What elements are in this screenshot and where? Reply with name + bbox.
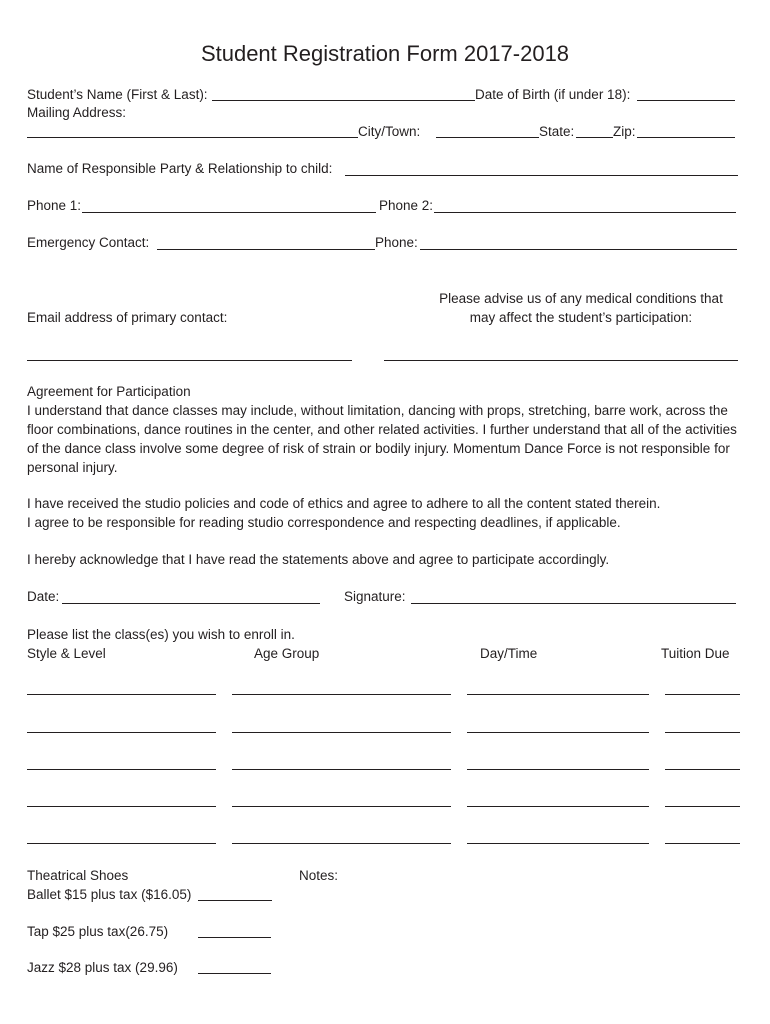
class-age-field[interactable] (232, 843, 451, 844)
ballet-shoes-label: Ballet $15 plus tax ($16.05) (27, 887, 192, 902)
dob-label: Date of Birth (if under 18): (475, 87, 631, 102)
zip-field[interactable] (637, 137, 735, 138)
emergency-phone-field[interactable] (420, 249, 737, 250)
emergency-phone-label: Phone: (375, 235, 418, 250)
tap-shoes-label: Tap $25 plus tax(26.75) (27, 924, 169, 939)
medical-conditions-line1: Please advise us of any medical conditions that (439, 291, 723, 306)
phone2-label: Phone 2: (379, 198, 434, 213)
responsible-party-field[interactable] (345, 175, 738, 176)
signature-field[interactable] (411, 603, 736, 604)
date-field[interactable] (62, 603, 320, 604)
policies-line-2: I agree to be responsible for reading studio correspondence and respecting deadlines, if applicable. (27, 515, 621, 530)
class-style-field[interactable] (27, 843, 216, 844)
acknowledge-paragraph (27, 550, 747, 569)
jazz-shoes-field[interactable] (198, 973, 271, 974)
classes-intro: Please list the class(es) you wish to enroll in. (27, 627, 295, 642)
form-title: Student Registration Form 2017-2018 (200, 41, 570, 66)
email-field[interactable] (27, 360, 352, 361)
medical-conditions-field[interactable] (384, 360, 738, 361)
agreement-section (27, 382, 747, 477)
class-daytime-field[interactable] (467, 769, 649, 770)
phone1-field[interactable] (82, 212, 376, 213)
ballet-shoes-field[interactable] (198, 900, 272, 901)
class-tuition-field[interactable] (665, 732, 740, 733)
class-style-field[interactable] (27, 769, 216, 770)
date-label: Date: (27, 589, 60, 604)
tap-shoes-field[interactable] (198, 937, 271, 938)
phone1-label: Phone 1: (27, 198, 82, 213)
col-age-group: Age Group (254, 646, 320, 661)
policies-line-1: I have received the studio policies and code of ethics and agree to adhere to all the content stated therein. (27, 496, 661, 511)
class-age-field[interactable] (232, 806, 451, 807)
col-style-level: Style & Level (27, 646, 106, 661)
col-tuition-due: Tuition Due (661, 646, 730, 661)
class-daytime-field[interactable] (467, 806, 649, 807)
col-day-time: Day/Time (480, 646, 538, 661)
class-style-field[interactable] (27, 806, 216, 807)
agreement-paragraph-1: I understand that dance classes may include, without limitation, dancing with props, stretching, barre work, across the floor combinations, dance routines in the center, and other related activities. I further understand that all of the activities of the dance class involve some degree of risk of strain or bodily injury. Momentum Dance Force is not responsible for personal injury. (27, 403, 737, 475)
city-field[interactable] (436, 137, 539, 138)
mailing-address-label: Mailing Address: (27, 105, 127, 120)
class-tuition-field[interactable] (665, 806, 740, 807)
class-age-field[interactable] (232, 732, 451, 733)
emergency-contact-label: Emergency Contact: (27, 235, 150, 250)
policies-paragraph (27, 494, 747, 532)
class-age-field[interactable] (232, 769, 451, 770)
class-daytime-field[interactable] (467, 694, 649, 695)
mailing-address-field[interactable] (27, 137, 358, 138)
class-daytime-field[interactable] (467, 843, 649, 844)
shoes-heading: Theatrical Shoes (27, 868, 129, 883)
class-tuition-field[interactable] (665, 694, 740, 695)
notes-label: Notes: (299, 868, 339, 883)
medical-conditions-line2: may affect the student’s participation: (469, 310, 693, 325)
signature-label: Signature: (344, 589, 406, 604)
class-tuition-field[interactable] (665, 843, 740, 844)
class-age-field[interactable] (232, 694, 451, 695)
student-name-label: Student’s Name (First & Last): (27, 87, 208, 102)
responsible-party-label: Name of Responsible Party & Relationship to child: (27, 161, 333, 176)
class-style-field[interactable] (27, 694, 216, 695)
acknowledge-text: I hereby acknowledge that I have read the statements above and agree to participate accordingly. (27, 552, 610, 567)
student-name-field[interactable] (212, 100, 475, 101)
jazz-shoes-label: Jazz $28 plus tax (29.96) (27, 960, 178, 975)
zip-label: Zip: (613, 124, 636, 139)
class-tuition-field[interactable] (665, 769, 740, 770)
state-label: State: (539, 124, 575, 139)
phone2-field[interactable] (434, 212, 736, 213)
city-label: City/Town: (358, 124, 421, 139)
class-daytime-field[interactable] (467, 732, 649, 733)
emergency-contact-field[interactable] (157, 249, 375, 250)
state-field[interactable] (576, 137, 613, 138)
email-label: Email address of primary contact: (27, 310, 228, 325)
dob-field[interactable] (637, 100, 735, 101)
class-style-field[interactable] (27, 732, 216, 733)
agreement-heading: Agreement for Participation (27, 384, 191, 399)
